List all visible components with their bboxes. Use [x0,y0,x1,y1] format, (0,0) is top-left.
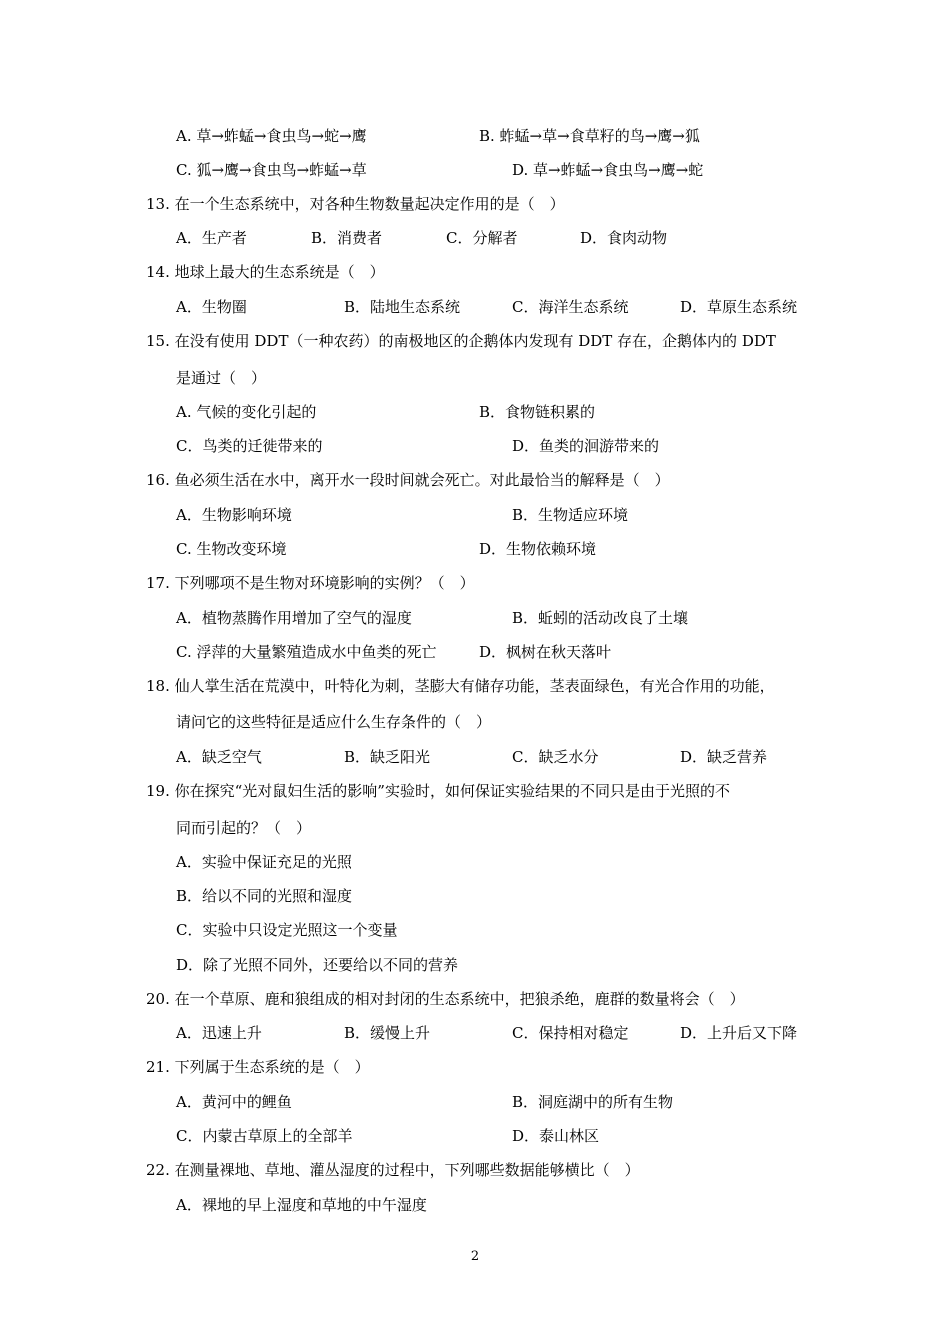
q19-option-a: A．实验中保证充足的光照 [176,853,352,871]
q13-option-d: D．食肉动物 [580,229,668,247]
q20-option-b: B．缓慢上升 [344,1024,431,1042]
q13-stem: 13. 在一个生态系统中，对各种生物数量起决定作用的是（ ） [146,195,565,213]
q17-option-d: D．枫树在秋天落叶 [479,643,612,661]
q21-option-d: D．泰山林区 [512,1127,600,1145]
q14-option-b: B．陆地生态系统 [344,298,461,316]
q12-option-c: C. 狐→鹰→食虫鸟→蚱蜢→草 [176,161,367,179]
q19-stem-cont: 同而引起的？（ ） [176,819,312,837]
q19-option-b: B．给以不同的光照和湿度 [176,887,353,905]
q16-stem: 16. 鱼必须生活在水中，离开水一段时间就会死亡。对此最恰当的解释是（ ） [146,471,670,489]
q17-option-b: B．蚯蚓的活动改良了土壤 [512,609,689,627]
q17-stem: 17. 下列哪项不是生物对环境影响的实例？（ ） [146,574,475,592]
q20-option-c: C．保持相对稳定 [512,1024,629,1042]
q14-option-d: D．草原生态系统 [680,298,798,316]
q18-option-c: C．缺乏水分 [512,748,599,766]
q19-option-d: D．除了光照不同外，还要给以不同的营养 [176,956,459,974]
q19-stem: 19. 你在探究“光对鼠妇生活的影响”实验时，如何保证实验结果的不同只是由于光照的不 [146,782,730,800]
q14-stem: 14. 地球上最大的生态系统是（ ） [146,263,385,281]
q13-option-b: B．消费者 [311,229,383,247]
q21-option-c: C．内蒙古草原上的全部羊 [176,1127,353,1145]
q12-option-b: B. 蚱蜢→草→食草籽的鸟→鹰→狐 [479,127,700,145]
q14-option-c: C．海洋生态系统 [512,298,629,316]
q13-option-c: C．分解者 [446,229,518,247]
q16-option-c: C. 生物改变环境 [176,540,287,558]
q16-option-a: A．生物影响环境 [176,506,292,524]
q18-option-a: A．缺乏空气 [176,748,262,766]
q21-option-a: A．黄河中的鲤鱼 [176,1093,292,1111]
q21-option-b: B．洞庭湖中的所有生物 [512,1093,674,1111]
q20-stem: 20. 在一个草原、鹿和狼组成的相对封闭的生态系统中，把狼杀绝，鹿群的数量将会（ ） [146,990,745,1008]
q18-option-b: B．缺乏阳光 [344,748,431,766]
q16-option-b: B．生物适应环境 [512,506,629,524]
q13-option-a: A．生产者 [176,229,247,247]
q19-option-c: C．实验中只设定光照这一个变量 [176,921,398,939]
q15-option-a: A. 气候的变化引起的 [176,403,317,421]
q15-stem-cont: 是通过（ ） [176,369,267,387]
q22-option-a: A．裸地的早上湿度和草地的中午湿度 [176,1196,427,1214]
q20-option-a: A．迅速上升 [176,1024,262,1042]
q14-option-a: A．生物圈 [176,298,247,316]
q18-stem-cont: 请问它的这些特征是适应什么生存条件的（ ） [176,713,492,731]
q15-stem: 15. 在没有使用 DDT（一种农药）的南极地区的企鹅体内发现有 DDT 存在，企鹅体内的 DDT [146,332,776,350]
q18-stem: 18. 仙人掌生活在荒漠中，叶特化为刺，茎膨大有储存功能，茎表面绿色，有光合作用的功能， [146,677,775,695]
q15-option-b: B．食物链积累的 [479,403,596,421]
q15-option-d: D．鱼类的洄游带来的 [512,437,660,455]
q12-option-a: A. 草→蚱蜢→食虫鸟→蛇→鹰 [176,127,367,145]
q18-option-d: D．缺乏营养 [680,748,768,766]
q16-option-d: D．生物依赖环境 [479,540,597,558]
q20-option-d: D．上升后又下降 [680,1024,798,1042]
q17-option-c: C. 浮萍的大量繁殖造成水中鱼类的死亡 [176,643,437,661]
q22-stem: 22. 在测量裸地、草地、灌丛湿度的过程中，下列哪些数据能够横比（ ） [146,1161,640,1179]
q15-option-c: C．鸟类的迁徙带来的 [176,437,323,455]
q21-stem: 21. 下列属于生态系统的是（ ） [146,1058,370,1076]
q12-option-d: D. 草→蚱蜢→食虫鸟→鹰→蛇 [512,161,704,179]
q17-option-a: A．植物蒸腾作用增加了空气的湿度 [176,609,412,627]
page-number: 2 [470,1249,480,1264]
